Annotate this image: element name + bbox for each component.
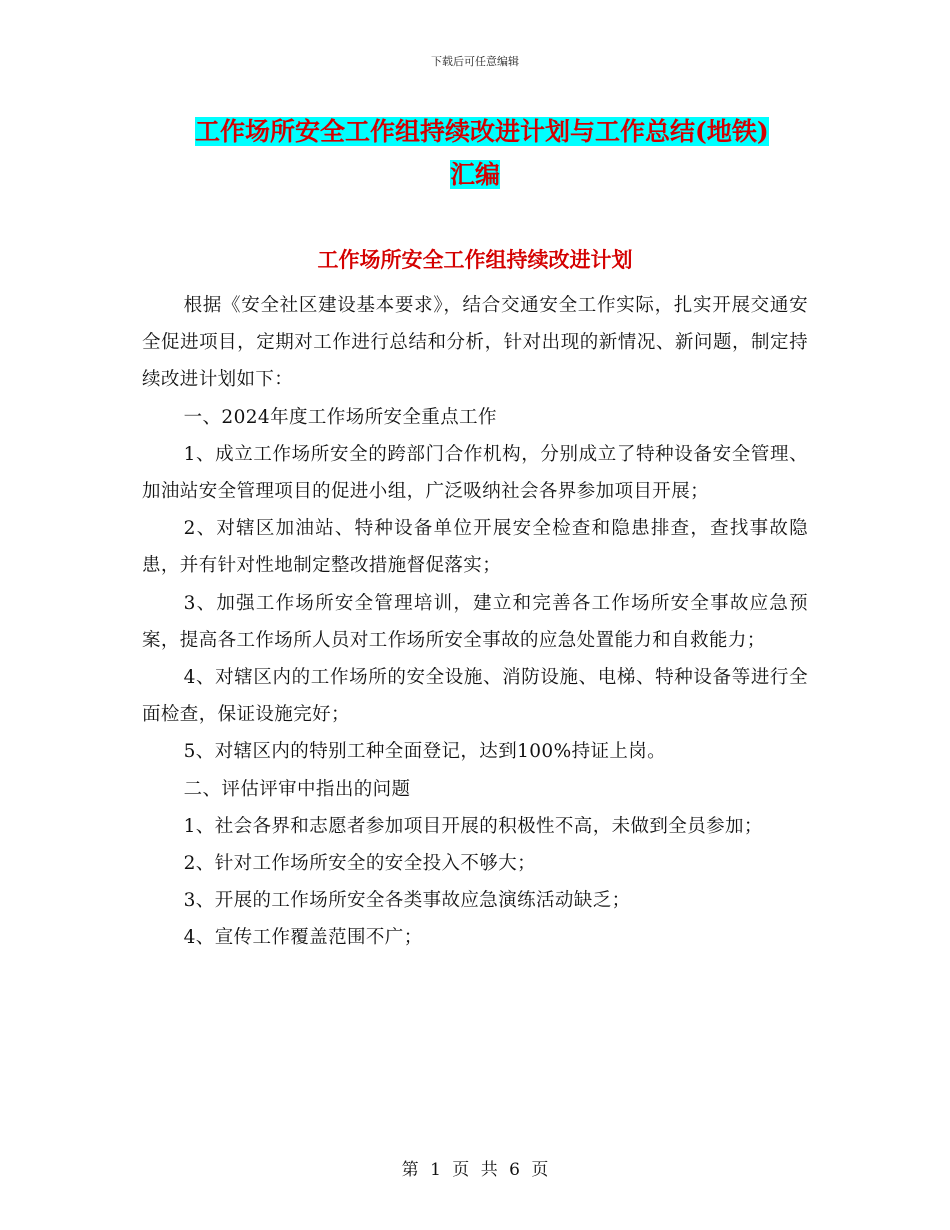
paragraph: 4、对辖区内的工作场所的安全设施、消防设施、电梯、特种设备等进行全面检查，保证设施完好； [142, 667, 808, 726]
paragraph: 根据《安全社区建设基本要求》，结合交通安全工作实际，扎实开展交通安全促进项目，定期对工作进行总结和分析，针对出现的新情况、新问题，制定持续改进计划如下： [142, 295, 808, 391]
paragraph: 5、对辖区内的特别工种全面登记，达到100%持证上岗。 [183, 741, 667, 763]
paragraph: 1、成立工作场所安全的跨部门合作机构，分别成立了特种设备安全管理、加油站安全管理项目的促进小组，广泛吸纳社会各界参加项目开展； [142, 443, 808, 503]
header-note: 下载后可任意编辑 [431, 55, 519, 68]
paragraph: 1、社会各界和志愿者参加项目开展的积极性不高，未做到全员参加； [183, 815, 763, 837]
paragraph: 一、2024年度工作场所安全重点工作 [183, 406, 497, 428]
paragraph: 二、评估评审中指出的问题 [183, 778, 411, 800]
section-title: 工作场所安全工作组持续改进计划 [317, 247, 633, 272]
paragraph: 3、开展的工作场所安全各类事故应急演练活动缺乏； [183, 890, 631, 912]
document-title-line-2: 汇编 [449, 160, 500, 189]
paragraph: 3、加强工作场所安全管理培训，建立和完善各工作场所安全事故应急预案，提高各工作场所人员对工作场所安全事故的应急处置能力和自救能力； [142, 592, 808, 651]
document-title-line-1: 工作场所安全工作组持续改进计划与工作总结(地铁) [195, 117, 769, 146]
paragraph: 2、对辖区加油站、特种设备单位开展安全检查和隐患排查，查找事故隐患，并有针对性地制定整改措施督促落实； [142, 518, 808, 577]
page-footer: 第 1 页 共 6 页 [401, 1160, 549, 1180]
document-body [142, 287, 808, 957]
paragraph: 2、针对工作场所安全的安全投入不够大； [183, 853, 536, 875]
paragraph: 4、宣传工作覆盖范围不广； [183, 927, 423, 949]
